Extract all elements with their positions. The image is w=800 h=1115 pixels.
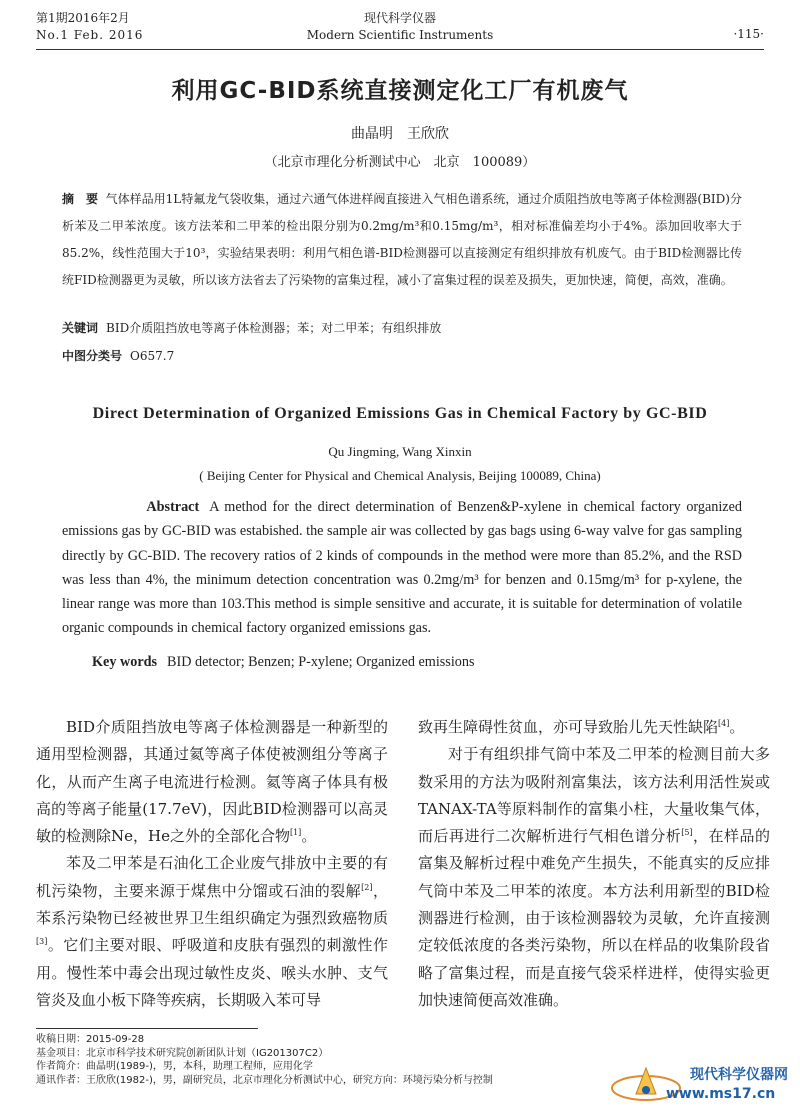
body-text: 。它们主要对眼、呼吸道和皮肤有强烈的刺激性作用。慢性苯中毒会出现过敏性皮炎、喉头水肿、支气管炎及血小板下降等疾病，长期吸入苯可导 <box>36 936 388 1009</box>
body-text: 对于有组织排气筒中苯及二甲苯的检测目前大多数采用的方法为吸附剂富集法，该方法利用活性炭或TANAX-TA等原料制作的富集小柱，大量收集气体，而后再进行二次解析进行气相色谱分析 <box>418 745 770 846</box>
keywords-cn-label: 关键词 <box>62 321 99 335</box>
footnote-corresponding: 通讯作者：王欣欣(1982-)，男，副研究员，北京市理化分析测试中心，研究方向：环境污染分析与控制 <box>36 1074 493 1086</box>
keywords-en-label: Key words <box>92 654 158 670</box>
body-text: 。 <box>729 718 745 736</box>
body-paragraph <box>36 850 388 1014</box>
header-rule <box>36 49 764 50</box>
header-journal-cn: 现代科学仪器 <box>363 11 436 25</box>
paper-title-en: Direct Determination of Organized Emissions Gas in Chemical Factory by GC-BID <box>92 405 708 422</box>
body-text: ，苯系污染物已经被世界卫生组织确定为强烈致癌物质 <box>36 881 388 928</box>
abstract-cn-text: 气体样品用1L特氟龙气袋收集，通过六通气体进样阀直接进入气相色谱系统，通过介质阻挡放电等离子体检测器(BID)分析苯及二甲苯浓度。该方法苯和二甲苯的检出限分别为0.2mg/m³和0.15mg/m³，相对标准偏差均小于4%。添加回收率大于85.2%，线性范围大于10³，实验结果表明：利用气相色谱-BID检测器可以直接测定有组织排放有机废气。由于BID检测器比传统FID检测器更为灵敏，所以该方法省去了污染物的富集过程，减小了富集过程的误差及损失，更加快速，简便，高效，准确。 <box>62 192 742 287</box>
citation-ref: [1] <box>289 828 302 838</box>
body-column-right <box>418 714 770 1014</box>
keywords-en <box>92 654 474 671</box>
body-column-left <box>36 714 388 1014</box>
body-text: 。 <box>301 827 317 846</box>
header-journal <box>0 10 800 44</box>
classification-cn-text: O657.7 <box>130 349 175 363</box>
body-text: ，在样品的富集及解析过程中难免产生损失，不能真实的反应排气筒中苯及二甲苯的浓度。本方法利用新型的BID检测器进行检测，由于该检测器较为灵敏，允许直接测定较低浓度的各类污染物，所以在样品的收集阶段省略了富集过程，而是直接气袋采样进样，使得实验更加快速简便高效准确。 <box>418 827 770 1009</box>
watermark-url: www.ms17.cn <box>666 1086 776 1102</box>
abstract-cn <box>62 186 742 294</box>
paper-title-cn: 利用GC-BID系统直接测定化工厂有机废气 <box>171 78 629 104</box>
abstract-en-text: A method for the direct determination of Benzen&P-xylene in chemical factory organized emissions gas by GC-BID was estabished. the sample air was collected by gas bags using 6-way valve for gas sampling directly by GC-BID. The recovery ratios of 2 kinds of compounds in the method were more than 85.2%, and the RSD was less than 4%, the minimum detection concentration was 0.2mg/m³ for benzen and 0.15mg/m³ for p-xylene, the linear range was more than 103.This method is simple sensitive and accurate, it is suitable for determination of volatile organic compounds in chemical factory organized emissions gas. <box>62 499 742 637</box>
citation-ref: [4] <box>718 719 730 728</box>
header-issue-cn: 第1期2016年2月 <box>36 11 130 25</box>
body-text: 致再生障碍性贫血，亦可导致胎儿先天性缺陷 <box>418 718 719 736</box>
keywords-en-text: BID detector; Benzen; P-xylene; Organized emissions <box>167 654 475 670</box>
body-text: BID介质阻挡放电等离子体检测器是一种新型的通用型检测器，其通过氦等离子体使被测组分等离子化，从而产生离子电流进行检测。氦等离子体具有极高的等离子能量(17.7eV)，因此BID检测器可以高灵敏的检测除Ne，He之外的全部化合物 <box>36 718 388 846</box>
authors-en: Qu Jingming, Wang Xinxin <box>328 444 472 459</box>
body-paragraph <box>418 714 770 741</box>
footnote-rule <box>36 1028 258 1029</box>
citation-ref: [3] <box>36 937 48 947</box>
classification-cn-label: 中图分类号 <box>62 349 123 363</box>
page-number: ·115· <box>733 27 764 41</box>
abstract-en <box>62 495 742 641</box>
footnote-author: 作者简介：曲晶明(1989-)，男，本科，助理工程师，应用化学 <box>36 1061 313 1073</box>
body-paragraph <box>36 714 388 850</box>
footnotes <box>36 1033 493 1087</box>
citation-ref: [2] <box>361 882 373 892</box>
citation-ref: [5] <box>681 828 693 838</box>
watermark-title: 现代科学仪器网 <box>690 1067 788 1083</box>
footnote-funding: 基金项目：北京市科学技术研究院创新团队计划（IG201307C2） <box>36 1047 329 1059</box>
authors-cn: 曲晶明 王欣欣 <box>351 126 449 142</box>
keywords-cn-text: BID介质阻挡放电等离子体检测器；苯；对二甲苯；有组织排放 <box>106 321 442 335</box>
body-paragraph <box>418 741 770 1014</box>
abstract-cn-label: 摘 要 <box>62 192 99 206</box>
classification-cn <box>62 347 742 364</box>
body-text: 苯及二甲苯是石油化工企业废气排放中主要的有机污染物，主要来源于煤焦中分馏或石油的裂解 <box>36 854 388 900</box>
affiliation-cn: （北京市理化分析测试中心 北京 100089） <box>264 155 536 170</box>
header-journal-en: Modern Scientific Instruments <box>306 28 494 42</box>
footnote-received: 收稿日期：2015-09-28 <box>36 1034 145 1045</box>
affiliation-en: ( Beijing Center for Physical and Chemical Analysis, Beijing 100089, China) <box>199 468 601 483</box>
header-issue-en: No.1 Feb. 2016 <box>36 28 144 42</box>
abstract-en-label: Abstract <box>146 499 200 515</box>
keywords-cn <box>62 319 742 336</box>
